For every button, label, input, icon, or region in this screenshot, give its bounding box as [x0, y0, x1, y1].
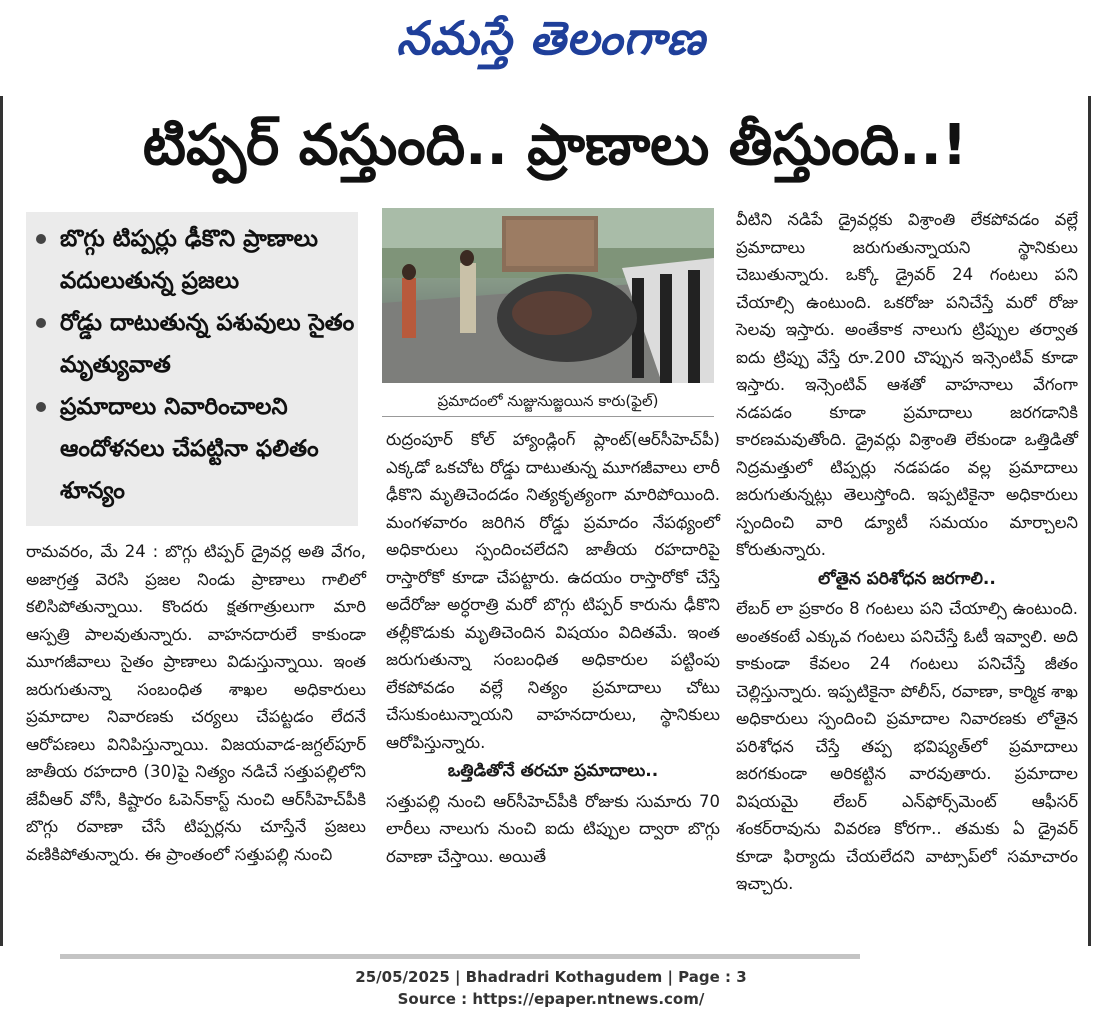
bottom-divider	[0, 946, 1102, 954]
right-border-rule	[1088, 96, 1091, 946]
photo-illustration	[382, 208, 714, 383]
highlight-item	[26, 302, 358, 386]
accident-photo	[382, 208, 714, 383]
bullet-icon	[36, 234, 46, 244]
footer-source: Source : https://epaper.ntnews.com/	[397, 990, 705, 1008]
left-border-rule	[0, 96, 15, 946]
newspaper-logo: నమస్తే తెలంగాణ	[396, 11, 706, 65]
highlight-item	[26, 218, 358, 302]
highlight-text: బొగ్గు టిప్పర్లు ఢీకొని ప్రాణాలు వదులుతున్న ప్రజలు	[60, 226, 318, 294]
page-footer	[0, 966, 1102, 1010]
article-column-2	[386, 426, 720, 870]
masthead	[0, 0, 1102, 84]
column-text: లేబర్ లా ప్రకారం 8 గంటలు పని చేయాల్సి ఉంటుంది. అంతకంటే ఎక్కువ గంటలు పనిచేస్తే ఓటీ ఇవ్వాలి. అది కాకుండా కేవలం 24 గంటలు పనిచేస్తే జీతం చెల్లిస్తున్నారు. ఇప్పటికైనా పోలీస్, రవాణా, కార్మిక శాఖ అధికారులు స్పందించి ప్రమాదాల నివారణకు లోతైన పరిశోధన చేస్తే తప్ప భవిష్యత్‌లో ప్రమాదాలు జరగకుండా అరికట్టిన వారవుతారు. ప్రమాదాల విషయమై లేబర్ ఎన్‌ఫోర్స్‌మెంట్ ఆఫీసర్ శంకర్‌రావును వివరణ కోరగా.. తమకు ఏ డ్రైవర్ కూడా ఫిర్యాదు చేయలేదని వాట్సాప్‌లో సమాచారం ఇచ్చారు.	[736, 599, 1078, 893]
article-column-3	[736, 206, 1078, 898]
subheading: లోతైన పరిశోధన జరగాలి..	[818, 568, 996, 589]
highlight-text: ప్రమాదాలు నివారించాలని ఆందోళనలు చేపట్టినా ఫలితం శూన్యం	[60, 394, 319, 504]
photo-caption: ప్రమాదంలో నుజ్జునుజ్జయిన కారు(ఫైల్)	[382, 386, 714, 417]
article-headline: టిప్పర్ వస్తుంది.. ప్రాణాలు తీస్తుంది..!	[142, 113, 968, 178]
highlight-item	[26, 386, 358, 512]
subheading: ఒత్తిడితోనే తరచూ ప్రమాదాలు..	[447, 761, 659, 781]
column-text: సత్తుపల్లి నుంచి ఆర్‌సీహెచ్‌పీకి రోజుకు సుమారు 70 లారీలు నాలుగు నుంచి ఐదు టిప్పుల ద్వారా బొగ్గు రవాణా చేస్తాయి. అయితే	[386, 791, 720, 866]
column-text: రుద్రంపూర్ కోల్ హ్యాండ్లింగ్ ప్లాంట్(ఆర్‌సీహెచ్‌పీ) ఎక్కడో ఒకచోట రోడ్డు దాటుతున్న మూగజీవాలు లారీ ఢీకొని మృతిచెందడం నిత్యకృత్యంగా మారిపోయింది. మంగళవారం జరిగిన రోడ్డు ప్రమాదం నేపథ్యంలో అధికారులు స్పందించలేదని జాతీయ రహదారిపై రాస్తారోకో కూడా చేపట్టారు. ఉదయం రాస్తారోకో చేస్తే అదేరోజు అర్ధరాత్రి మరో బొగ్గు టిప్పర్ కారును ఢీకొని తల్లీకొడుకు మృతిచెందిన విషయం విదితమే. ఇంత జరుగుతున్నా సంబంధిత అధికారుల పట్టింపు లేకపోవడం వల్లే నిత్యం ప్రమాదాలు చోటు చేసుకుంటున్నాయని వాహనదారులు, స్థానికులు ఆరోపిస్తున్నారు.	[386, 430, 720, 752]
article-column-1	[26, 538, 366, 868]
highlights-box	[26, 212, 358, 526]
highlight-text: రోడ్డు దాటుతున్న పశువులు సైతం మృత్యువాత	[60, 310, 355, 378]
bullet-icon	[36, 318, 46, 328]
column-text: వీటిని నడిపే డ్రైవర్లకు విశ్రాంతి లేకపోవడం వల్లే ప్రమాదాలు జరుగుతున్నాయని స్థానికులు చెబుతున్నారు. ఒక్కో డ్రైవర్ 24 గంటలు పని చేయాల్సి ఉంటుంది. ఒకరోజు పనిచేస్తే మరో రోజు సెలవు ఇస్తారు. అంతేకాక నాలుగు ట్రిప్పుల తర్వాత ఐదు ట్రిప్పు వేస్తే రూ.200 చొప్పున ఇన్సెంటివ్ కూడా ఇస్తారు. ఇన్సెంటివ్ ఆశతో వాహనాలు వేగంగా నడపడం కూడా ప్రమాదాలు జరగడానికి కారణమవుతోంది. డ్రైవర్లు విశ్రాంతి లేకుండా ఒత్తిడితో నిద్రమత్తులో టిప్పర్లు నడపడం వల్ల ప్రమాదాలు జరుగుతున్నట్లు తెలుస్తోంది. ఇప్పటికైనా అధికారులు స్పందించి వారి డ్యూటీ సమయం మార్చాలని కోరుతున్నారు.	[736, 210, 1078, 559]
footer-date-page: 25/05/2025 | Bhadradri Kothagudem | Page : 3	[355, 968, 747, 986]
column-text: రామవరం, మే 24 : బొగ్గు టిప్పర్ డ్రైవర్ల అతి వేగం, అజాగ్రత్త వెరసి ప్రజల నిండు ప్రాణాలు గాలిలో కలిసిపోతున్నాయి. కొందరు క్షతగాత్రులుగా మారి ఆస్పత్రి పాలవుతున్నారు. వాహనదారులే కాకుండా మూగజీవాలు సైతం ప్రాణాలు విడుస్తున్నాయి. ఇంత జరుగుతున్నా సంబంధిత శాఖల అధికారులు ప్రమాదాల నివారణకు చర్యలు చేపట్టడం లేదనే ఆరోపణలు వినిపిస్తున్నాయి. విజయవాడ-జగ్దల్‌పూర్ జాతీయ రహదారి (30)పై నిత్యం నడిచే సత్తుపల్లిలోని జేవీఆర్ వోసీ, కిష్టారం ఓపెన్‌కాస్ట్ నుంచి ఆర్‌సీహెచ్‌పీకి బొగ్గు రవాణా చేసే టిప్పర్లను చూస్తేనే ప్రజలు వణికిపోతున్నారు. ఈ ప్రాంతంలో సత్తుపల్లి నుంచి	[26, 542, 366, 864]
bottom-divider-line	[0, 953, 1102, 961]
bullet-icon	[36, 402, 46, 412]
